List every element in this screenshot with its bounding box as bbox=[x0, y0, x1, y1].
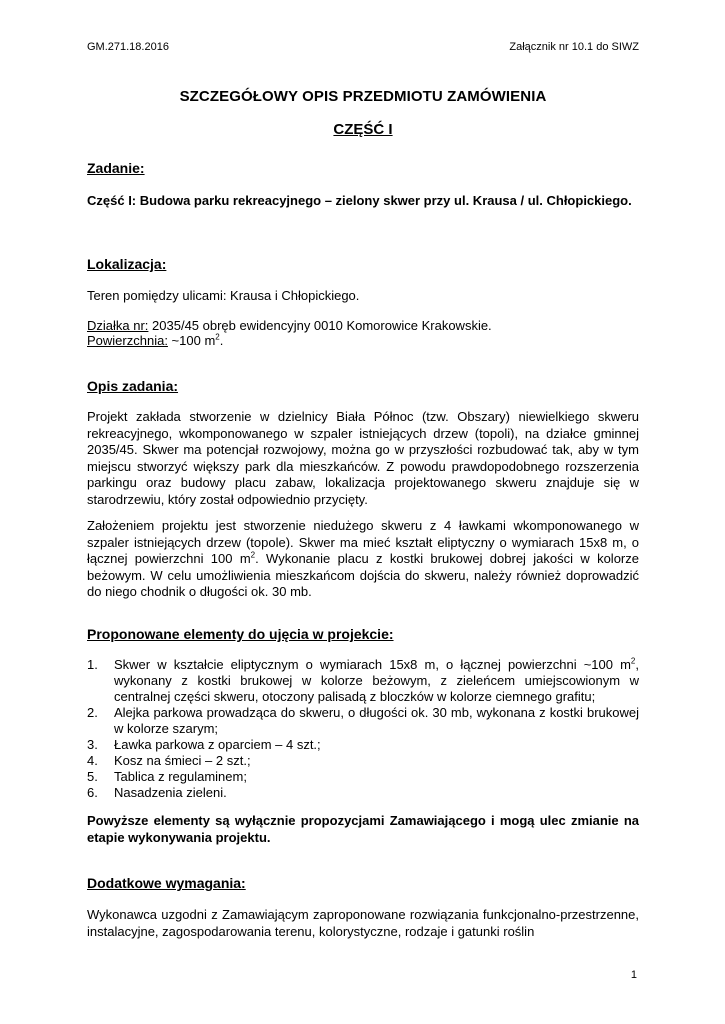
elementy-list bbox=[87, 657, 639, 801]
list-item-number: 1. bbox=[87, 657, 98, 672]
list-item-text-cont: , wykonany z kostki brukowej w kolorze beżowym, z zieleńcem umiejscowionym w centralnej części skweru, otoczony palisadą z bloczków w kolorze ciemnego grafitu; bbox=[114, 657, 639, 704]
list-item bbox=[87, 753, 639, 769]
dodatkowe-text: Wykonawca uzgodni z Zamawiającym zaproponowane rozwiązania funkcjonalno-przestrzenne, instalacyjne, zagospodarowania terenu, kolorystyczne, rodzaje i gatunki roślin bbox=[87, 907, 639, 939]
list-item-text: Nasadzenia zieleni. bbox=[114, 785, 227, 800]
opis-p2-sup: 2 bbox=[250, 550, 256, 560]
page-title: SZCZEGÓŁOWY OPIS PRZEDMIOTU ZAMÓWIENIA bbox=[179, 88, 547, 105]
heading-lokalizacja: Lokalizacja: bbox=[87, 256, 167, 272]
list-item-number: 6. bbox=[87, 785, 98, 800]
list-item bbox=[87, 705, 639, 737]
dzialka-label: Działka nr: bbox=[87, 318, 149, 333]
list-item-sup: 2 bbox=[630, 656, 636, 666]
elementy-note: Powyższe elementy są wyłącznie propozycjami Zamawiającego i mogą ulec zmianie na etapie wykonywania projektu. bbox=[87, 813, 639, 845]
opis-p2-b: . Wykonanie placu z kostki brukowej dobrej jakości w kolorze beżowym. W celu umożliwienia mieszkańcom dojścia do skweru, należy również doprowadzić do niego chodnik o długości ok. 30 mb. bbox=[87, 551, 639, 599]
list-item-text: Tablica z regulaminem; bbox=[114, 769, 247, 784]
opis-p2-a: Założeniem projektu jest stworzenie niedużego skweru z 4 ławkami wkomponowanego w szpaler istniejących drzew (topole). Skwer ma mieć kształt eliptyczny o wymiarach 15x8 m, o łącznej powierzchni 100 m bbox=[87, 518, 639, 566]
list-item-number: 4. bbox=[87, 753, 98, 768]
list-item bbox=[87, 657, 639, 705]
list-item-number: 5. bbox=[87, 769, 98, 784]
header-attachment: Załącznik nr 10.1 do SIWZ bbox=[509, 41, 639, 53]
list-item-text: Kosz na śmieci – 2 szt.; bbox=[114, 753, 251, 768]
list-item-number: 3. bbox=[87, 737, 98, 752]
powierzchnia-line bbox=[87, 333, 639, 350]
heading-opis: Opis zadania: bbox=[87, 378, 179, 394]
list-item bbox=[87, 737, 639, 753]
opis-paragraph-1: Projekt zakłada stworzenie w dzielnicy Biała Północ (tzw. Obszary) niewielkiego skweru rekreacyjnego, wkomponowanego w szpaler istniejących drzew (topoli), na działce gminnej 2035/45. Skwer ma potencjał rozwojowy, można go w przyszłości rozbudować tak, aby w tym miejscu stworzyć większy park dla mieszkańców. Z powodu prawdopodobnego rozszerzenia parkingu oraz budowy placu zabaw, lokalizacja projektowanego skweru znajduje się w starodrzewiu, który został odpowiednio przycięty. bbox=[87, 409, 639, 507]
powierzchnia-sup: 2 bbox=[215, 332, 220, 342]
opis-paragraph-2 bbox=[87, 518, 639, 601]
lokalizacja-text: Teren pomiędzy ulicami: Krausa i Chłopickiego. bbox=[87, 288, 360, 303]
heading-zadanie: Zadanie: bbox=[87, 160, 145, 176]
list-item-text: Alejka parkowa prowadząca do skweru, o długości ok. 30 mb, wykonana z kostki brukowej w kolorze szarym; bbox=[114, 705, 639, 736]
page-number: 1 bbox=[630, 969, 637, 981]
header-doc-id: GM.271.18.2016 bbox=[87, 41, 169, 53]
list-item bbox=[87, 769, 639, 785]
page-subtitle: CZĘŚĆ I bbox=[333, 121, 393, 138]
powierzchnia-label: Powierzchnia: bbox=[87, 333, 168, 348]
list-item-text: Skwer w kształcie eliptycznym o wymiarach 15x8 m, o łącznej powierzchni ~100 m bbox=[114, 657, 631, 672]
powierzchnia-value: ~100 m bbox=[167, 333, 216, 348]
dzialka-value: 2035/45 obręb ewidencyjny 0010 Komorowice Krakowskie. bbox=[148, 318, 492, 333]
powierzchnia-end: . bbox=[219, 333, 224, 348]
list-item bbox=[87, 785, 639, 801]
heading-dodatkowe: Dodatkowe wymagania: bbox=[87, 875, 246, 891]
heading-elementy: Proponowane elementy do ujęcia w projekcie: bbox=[87, 626, 394, 642]
list-item-text: Ławka parkowa z oparciem – 4 szt.; bbox=[114, 737, 321, 752]
zadanie-text: Część I: Budowa parku rekreacyjnego – zielony skwer przy ul. Krausa / ul. Chłopickiego. bbox=[87, 193, 632, 208]
list-item-number: 2. bbox=[87, 705, 98, 720]
